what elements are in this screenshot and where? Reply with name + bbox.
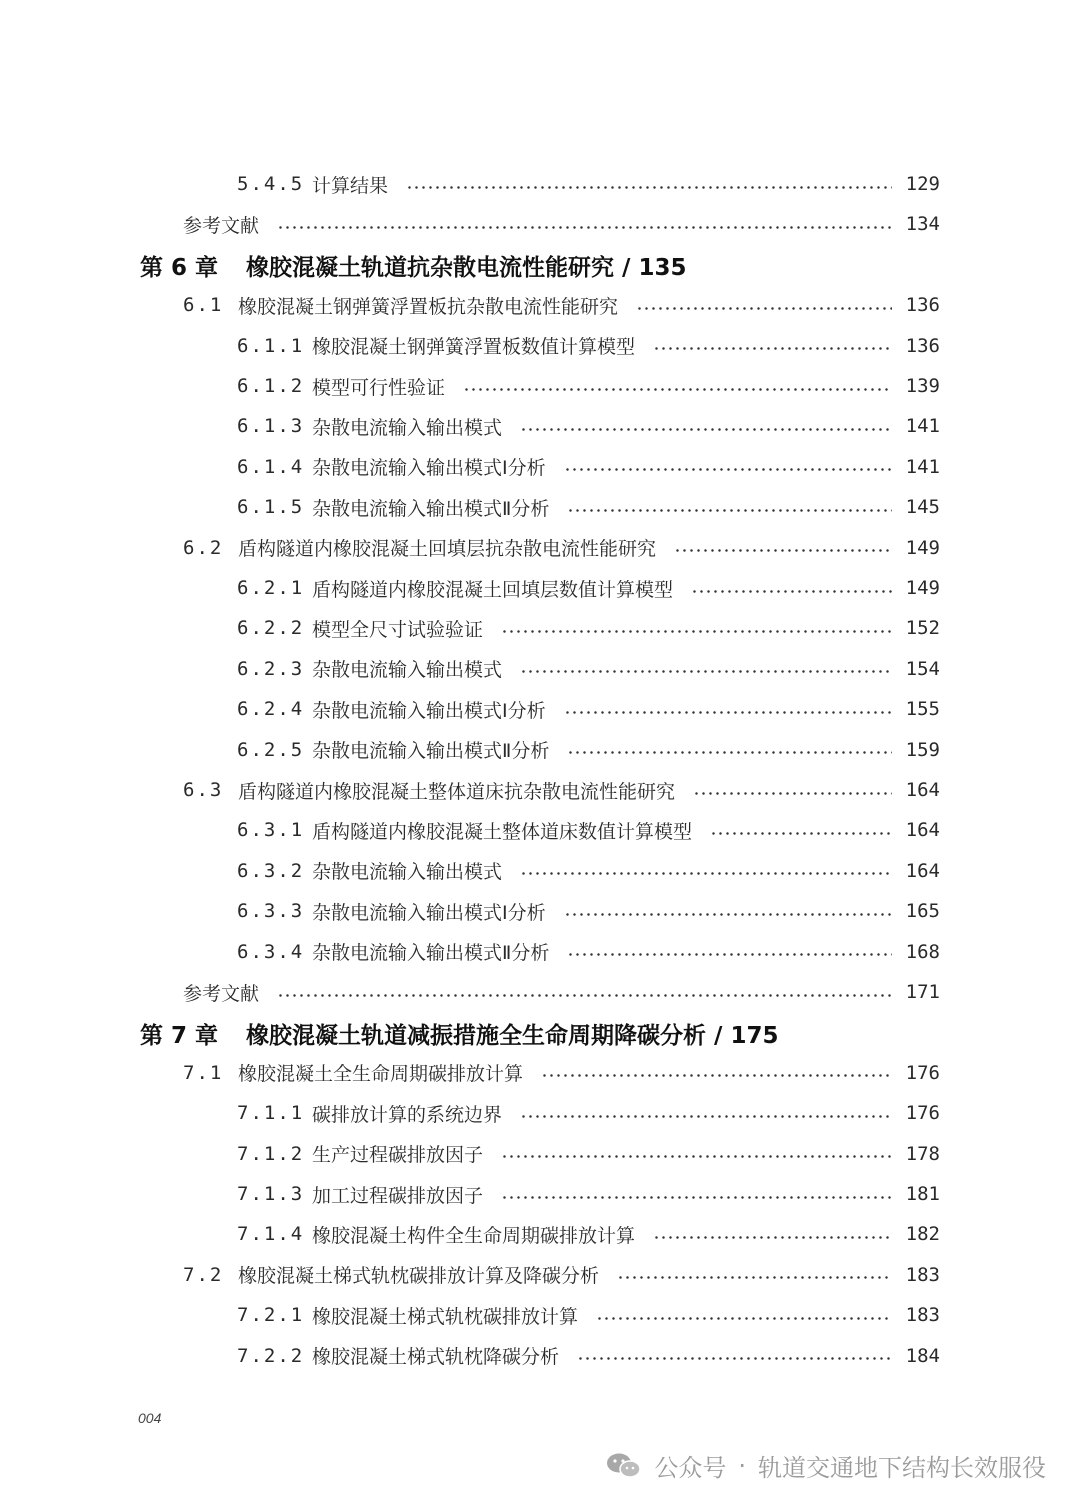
chapter-title: 橡胶混凝土轨道减振措施全生命周期降碳分析 / 175 <box>246 1022 779 1049</box>
toc-entry-title: 参考文献 <box>183 982 260 1005</box>
toc-entry-title: 橡胶混凝土梯式轨枕碳排放计算及降碳分析 <box>238 1265 600 1288</box>
toc-entry-number: 7.2.1 <box>237 1304 305 1327</box>
dot-leader <box>564 711 892 714</box>
watermark-prefix: 公众号 <box>654 1454 727 1482</box>
toc-entry-title: 计算结果 <box>312 174 389 197</box>
dot-leader <box>501 1196 892 1199</box>
dot-leader <box>463 388 892 391</box>
dot-leader <box>693 792 892 795</box>
toc-entry-number: 6.3.4 <box>237 940 305 963</box>
dot-leader <box>710 832 892 835</box>
dot-leader <box>596 1317 892 1320</box>
toc-section-entry[interactable] <box>0 1056 1080 1090</box>
toc-entry-number: 6.1 <box>183 294 224 317</box>
toc-entry-page: 134 <box>905 213 940 236</box>
dot-leader <box>501 630 892 633</box>
chapter-title: 橡胶混凝土轨道抗杂散电流性能研究 / 135 <box>246 255 687 282</box>
toc-entry-title: 杂散电流输入输出模式Ⅰ分析 <box>312 901 546 924</box>
toc-entry-title: 模型可行性验证 <box>312 376 446 399</box>
toc-entry-page: 141 <box>905 415 940 438</box>
toc-entry-number: 6.3.1 <box>237 819 305 842</box>
toc-subsection-entry[interactable] <box>0 167 1080 201</box>
chapter-label: 第 6 章 <box>140 255 219 282</box>
dot-leader <box>577 1357 892 1360</box>
toc-entry-page: 141 <box>905 455 940 478</box>
toc-entry-number: 6.2.1 <box>237 577 305 599</box>
toc-section-entry[interactable] <box>0 531 1080 565</box>
toc-entry-page: 136 <box>905 294 940 317</box>
toc-entry-page: 165 <box>905 900 940 923</box>
toc-entry-number: 6.1.5 <box>237 496 305 519</box>
toc-subsection-entry[interactable] <box>0 611 1080 645</box>
toc-entry-page: 178 <box>905 1142 940 1165</box>
toc-entry-number: 6.3.2 <box>237 859 305 882</box>
dot-leader <box>567 509 892 512</box>
dot-leader <box>567 953 892 956</box>
toc-subsection-entry[interactable] <box>0 894 1080 928</box>
toc-subsection-entry[interactable] <box>0 1137 1080 1171</box>
toc-entry-title: 盾构隧道内橡胶混凝土回填层抗杂散电流性能研究 <box>238 538 657 561</box>
toc-entry-title: 杂散电流输入输出模式Ⅱ分析 <box>312 497 550 520</box>
toc-entry-number: 5.4.5 <box>237 173 305 195</box>
toc-subsection-entry[interactable] <box>0 1339 1080 1373</box>
toc-entry-page: 164 <box>905 779 940 801</box>
toc-subsection-entry[interactable] <box>0 854 1080 888</box>
toc-entry-number: 6.1.3 <box>237 415 305 438</box>
dot-leader <box>674 549 892 552</box>
dot-leader <box>520 670 892 673</box>
toc-subsection-entry[interactable] <box>0 490 1080 524</box>
dot-leader <box>520 428 892 431</box>
toc-entry-page: 184 <box>905 1344 940 1367</box>
dot-leader <box>541 1074 892 1077</box>
toc-subsection-entry[interactable] <box>0 409 1080 443</box>
toc-entry-number: 6.2.4 <box>237 698 305 721</box>
toc-entry-title: 橡胶混凝土构件全生命周期碳排放计算 <box>312 1224 636 1247</box>
chapter-label: 第 7 章 <box>140 1022 219 1049</box>
dot-leader <box>277 994 892 997</box>
toc-entry-number: 6.3 <box>183 779 224 801</box>
dot-leader <box>567 751 892 754</box>
toc-entry-title: 橡胶混凝土梯式轨枕碳排放计算 <box>312 1305 579 1328</box>
toc-subsection-entry[interactable] <box>0 692 1080 726</box>
toc-entry-number: 6.2.3 <box>237 657 305 680</box>
toc-entry-number: 7.1.1 <box>237 1102 305 1125</box>
toc-entry-title: 杂散电流输入输出模式 <box>312 416 503 439</box>
toc-subsection-entry[interactable] <box>0 369 1080 403</box>
toc-subsection-entry[interactable] <box>0 571 1080 605</box>
toc-entry-title: 杂散电流输入输出模式Ⅱ分析 <box>312 740 550 763</box>
watermark-name: 轨道交通地下结构长效服役 <box>758 1454 1046 1482</box>
toc-entry-title: 橡胶混凝土钢弹簧浮置板数值计算模型 <box>312 336 636 359</box>
dot-leader <box>564 468 892 471</box>
toc-entry-page: 136 <box>905 334 940 357</box>
toc-entry-number: 6.2.5 <box>237 738 305 761</box>
toc-subsection-entry[interactable] <box>0 1177 1080 1211</box>
toc-entry-number: 6.1.1 <box>237 334 305 357</box>
toc-entry-number: 7.2 <box>183 1263 224 1286</box>
dot-leader <box>277 226 892 229</box>
toc-entry-page: 129 <box>905 173 940 195</box>
toc-entry-page: 155 <box>905 698 940 721</box>
toc-subsection-entry[interactable] <box>0 450 1080 484</box>
toc-entry-title: 橡胶混凝土钢弹簧浮置板抗杂散电流性能研究 <box>238 295 619 318</box>
toc-entry-page: 171 <box>905 981 940 1003</box>
toc-entry-title: 生产过程碳排放因子 <box>312 1144 484 1167</box>
toc-entry-page: 182 <box>905 1223 940 1246</box>
toc-entry-title: 盾构隧道内橡胶混凝土整体道床抗杂散电流性能研究 <box>238 780 676 803</box>
watermark-separator: · <box>738 1451 746 1480</box>
toc-entry-title: 杂散电流输入输出模式Ⅰ分析 <box>312 699 546 722</box>
toc-entry-number: 6.2 <box>183 536 224 559</box>
toc-entry-page: 181 <box>905 1183 940 1205</box>
toc-entry-number: 6.2.2 <box>237 617 305 640</box>
dot-leader <box>691 590 892 593</box>
toc-entry-number: 7.1.4 <box>237 1223 305 1246</box>
toc-entry-page: 164 <box>905 859 940 882</box>
toc-subsection-entry[interactable] <box>0 813 1080 847</box>
toc-entry-number: 6.1.2 <box>237 375 305 397</box>
toc-entry-title: 杂散电流输入输出模式 <box>312 861 503 884</box>
toc-entry-page: 183 <box>905 1304 940 1327</box>
toc-entry-title: 杂散电流输入输出模式Ⅱ分析 <box>312 942 550 965</box>
toc-references-entry[interactable] <box>0 207 1080 241</box>
toc-section-entry[interactable] <box>0 773 1080 807</box>
watermark <box>604 1448 1046 1483</box>
toc-entry-title: 橡胶混凝土梯式轨枕降碳分析 <box>312 1346 560 1369</box>
toc-references-entry[interactable] <box>0 975 1080 1009</box>
toc-section-entry[interactable] <box>0 288 1080 322</box>
toc-subsection-entry[interactable] <box>0 1096 1080 1130</box>
chapter-heading <box>140 1013 778 1053</box>
toc-entry-title: 橡胶混凝土全生命周期碳排放计算 <box>238 1063 524 1086</box>
toc-subsection-entry[interactable] <box>0 935 1080 969</box>
toc-entry-title: 盾构隧道内橡胶混凝土整体道床数值计算模型 <box>312 820 693 843</box>
toc-entry-number: 7.2.2 <box>237 1344 305 1367</box>
toc-entry-page: 164 <box>905 819 940 842</box>
toc-entry-page: 149 <box>905 536 940 559</box>
toc-entry-title: 杂散电流输入输出模式Ⅰ分析 <box>312 457 546 480</box>
toc-entry-page: 168 <box>905 940 940 963</box>
toc-subsection-entry[interactable] <box>0 329 1080 363</box>
toc-entry-title: 加工过程碳排放因子 <box>312 1184 484 1207</box>
dot-leader <box>564 913 892 916</box>
dot-leader <box>653 1236 892 1239</box>
dot-leader <box>501 1155 892 1158</box>
dot-leader <box>636 307 892 310</box>
toc-entry-page: 145 <box>905 496 940 519</box>
toc-section-entry[interactable] <box>0 1258 1080 1292</box>
dot-leader <box>653 347 892 350</box>
dot-leader <box>406 186 892 189</box>
toc-entry-page: 176 <box>905 1061 940 1084</box>
toc-subsection-entry[interactable] <box>0 1298 1080 1332</box>
toc-entry-number: 7.1 <box>183 1061 224 1084</box>
toc-entry-number: 7.1.3 <box>237 1183 305 1205</box>
toc-entry-page: 149 <box>905 577 940 599</box>
toc-entry-page: 139 <box>905 375 940 397</box>
toc-entry-page: 159 <box>905 738 940 761</box>
toc-entry-page: 176 <box>905 1102 940 1125</box>
dot-leader <box>520 1115 892 1118</box>
toc-entry-title: 碳排放计算的系统边界 <box>312 1103 503 1126</box>
toc-entry-title: 参考文献 <box>183 214 260 237</box>
toc-entry-title: 杂散电流输入输出模式 <box>312 659 503 682</box>
toc-entry-page: 183 <box>905 1263 940 1286</box>
dot-leader <box>617 1276 892 1279</box>
dot-leader <box>520 872 892 875</box>
toc-subsection-entry[interactable] <box>0 733 1080 767</box>
toc-entry-number: 7.1.2 <box>237 1142 305 1165</box>
toc-entry-title: 模型全尺寸试验验证 <box>312 618 484 641</box>
toc-subsection-entry[interactable] <box>0 652 1080 686</box>
toc-entry-page: 154 <box>905 657 940 680</box>
chapter-heading <box>140 246 686 286</box>
toc-entry-number: 6.1.4 <box>237 455 305 478</box>
toc-entry-number: 6.3.3 <box>237 900 305 923</box>
page-number: 004 <box>138 1410 162 1426</box>
toc-subsection-entry[interactable] <box>0 1217 1080 1251</box>
toc-entry-page: 152 <box>905 617 940 640</box>
wechat-icon <box>604 1451 644 1481</box>
toc-entry-title: 盾构隧道内橡胶混凝土回填层数值计算模型 <box>312 578 674 601</box>
